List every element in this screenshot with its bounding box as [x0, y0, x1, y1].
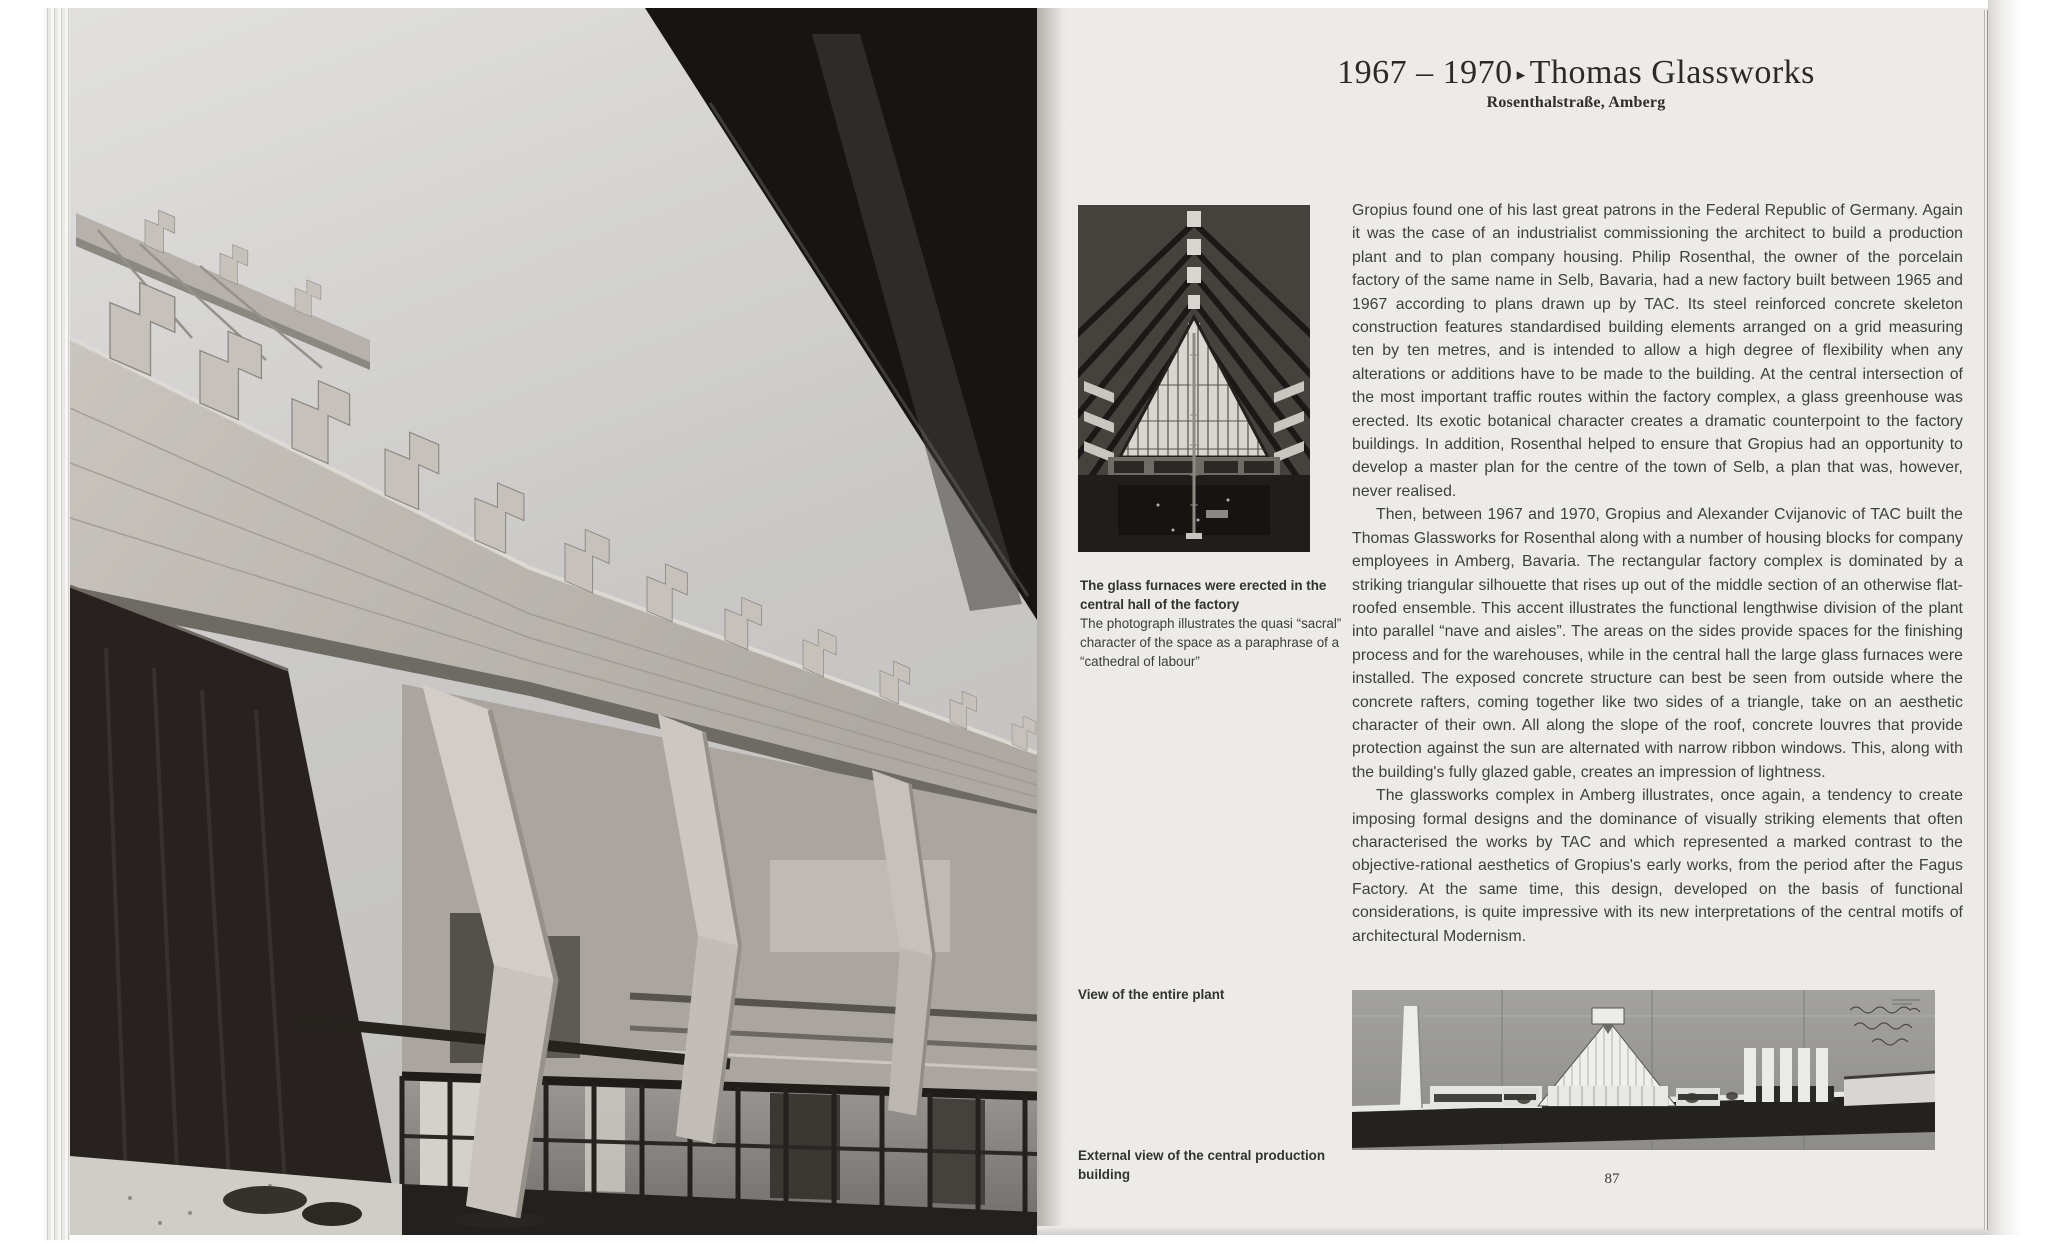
page-number: 87: [1604, 1171, 1620, 1187]
right-page: [1037, 8, 1988, 1235]
title-years: 1967 – 1970: [1337, 54, 1513, 91]
elevation-drawing-svg: [1352, 990, 1935, 1150]
caption-bold-text: External view of the central production building: [1078, 1148, 1326, 1182]
body-paragraph: Gropius found one of his last great patrons in the Federal Republic of Germany. Again it was the case of an industrialist commissioning the architect to build a production plant and to plan company housing. Philip Rosenthal, the owner of the porcelain factory of the same name in Selb, Bavaria, had a new factory built between 1965 and 1967 according to plans drawn up by TAC. Its steel reinforced concrete skeleton construction features standardised building elements arranged on a grid measuring ten by ten metres, and is intended to allow a high degree of flexibility when any alterations or additions have to be made to the building. At the central intersection of the most important traffic routes within the factory complex, a glass greenhouse was erected. Its exotic botanical character creates a dramatic counterpoint to the factory buildings. In addition, Rosenthal helped to ensure that Gropius had an opportunity to develop a master plan for the centre of the town of Selb, a plan that was, however, never realised.: [1352, 202, 1963, 500]
page-subtitle: Rosenthalstraße, Amberg: [1486, 94, 1666, 111]
left-page: [70, 8, 1037, 1235]
body-text: [1352, 199, 1963, 948]
title-name: Thomas Glassworks: [1529, 54, 1815, 91]
left-page-edges: [44, 4, 70, 1240]
bottom-margin: [1037, 1235, 2048, 1243]
exterior-photo-image: [70, 8, 1037, 1235]
caption-regular-text: The photograph illustrates the quasi “sacral” character of the space as a paraphrase of a “cathedral of labour”: [1080, 616, 1342, 669]
interior-photo-svg: [1078, 205, 1310, 552]
chapter-title-block: [1333, 54, 1819, 112]
right-outer-margin: [1988, 0, 2048, 1243]
body-paragraph: The glassworks complex in Amberg illustrates, once again, a tendency to create imposing formal designs and the dominance of visually striking elements that often characterised the works by TAC and which represented a marked contrast to the objective-rational aesthetics of Gropius's early works, from the period after the Fagus Factory. At the same time, this design, developed on the basis of functional considerations, is quite impressive with its new interpretations of the central motifs of architectural Modernism.: [1352, 787, 1963, 945]
right-page-bottom-edge: [1037, 1226, 1988, 1235]
plant-view-caption: [1078, 985, 1346, 1004]
left-outer-margin: [0, 0, 44, 1243]
top-margin: [44, 0, 2010, 8]
caption-bold-text: The glass furnaces were erected in the central hall of the factory: [1080, 578, 1327, 612]
caption-bold-text: View of the entire plant: [1078, 987, 1225, 1002]
elevation-drawing-image: [1352, 990, 1935, 1150]
title-marker-icon: ▸: [1516, 65, 1526, 84]
interior-photo-image: [1078, 205, 1310, 552]
page-title: [1333, 54, 1819, 92]
body-paragraph: Then, between 1967 and 1970, Gropius and Alexander Cvijanovic of TAC built the Thomas Glassworks for Rosenthal along with a number of housing blocks for company employees in Amberg, Bavaria. The rectangular factory complex is dominated by a striking triangular silhouette that rises up out of the middle section of an otherwise flat-roofed ensemble. This accent illustrates the functional lengthwise division of the plant into parallel “nave and aisles”. The areas on the sides provide spaces for the finishing process and for the warehouses, while in the central hall the large glass furnaces were installed. The exposed concrete structure can best be seen from outside where the concrete rafters, coming together like two sides of a triangle, take on an aesthetic character of their own. All along the slope of the roof, concrete louvres that provide protection against the sun are alternated with narrow ribbon windows. This, along with the building's fully glazed gable, creates an impression of lightness.: [1352, 506, 1963, 781]
gutter-shadow: [1037, 8, 1063, 1235]
external-view-caption: [1078, 1146, 1378, 1184]
interior-photo-caption: [1080, 576, 1348, 671]
